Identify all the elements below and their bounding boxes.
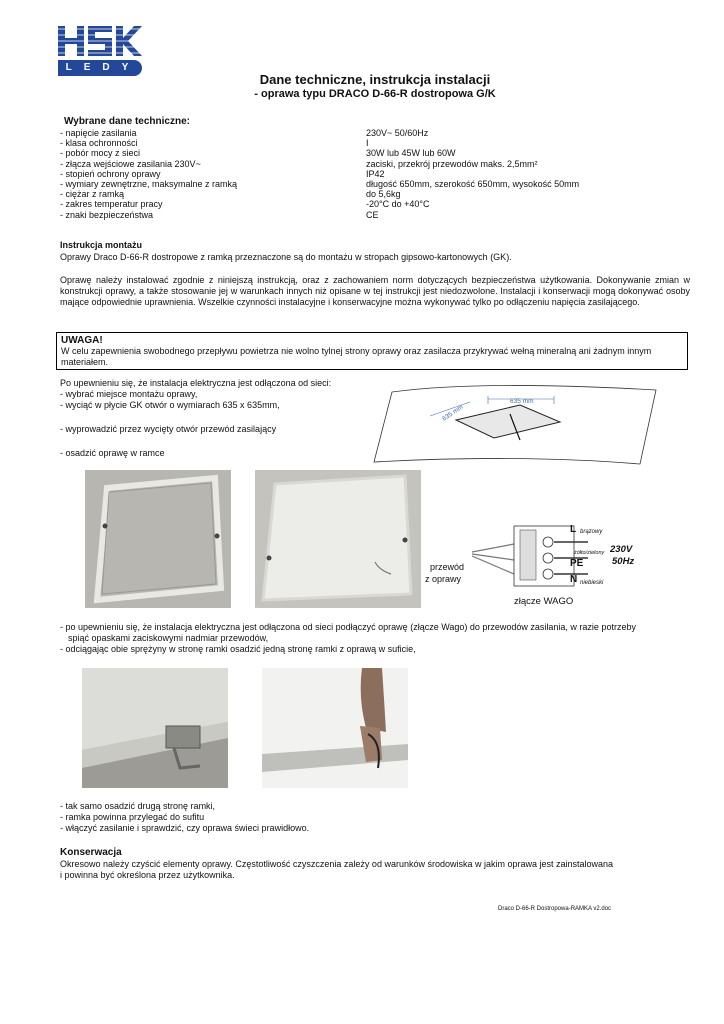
warning-heading: UWAGA! xyxy=(61,335,103,346)
maintenance-heading: Konserwacja xyxy=(60,847,122,858)
spec-row xyxy=(60,179,660,189)
footer-filename: Draco D-66-R Dostropowa-RAMKA v2.doc xyxy=(498,906,612,912)
spec-label: - stopień ochrony oprawy xyxy=(60,168,161,179)
spec-label: - klasa ochronności xyxy=(60,138,138,149)
voltage-label: 230V xyxy=(610,544,633,555)
step-item: - włączyć zasilanie i sprawdzić, czy oprawa świeci prawidłowo. xyxy=(60,823,310,833)
spec-value: do 5,6kg xyxy=(366,189,401,200)
step-item: - tak samo osadzić drugą stronę ramki, xyxy=(60,801,216,811)
wiring-diagram xyxy=(422,520,652,615)
spec-value: 230V~ 50/60Hz xyxy=(366,128,429,138)
spec-row xyxy=(60,210,660,220)
wire-l-color: brązowy xyxy=(580,529,603,535)
spec-value: IP42 xyxy=(366,168,385,179)
photo-spring-clip xyxy=(82,668,228,788)
cutout-opening xyxy=(456,405,560,438)
install-steps-2 xyxy=(60,622,700,655)
spec-row xyxy=(60,128,660,138)
install-steps-1 xyxy=(60,378,370,459)
spec-label: - wymiary zewnętrzne, maksymalne z ramką xyxy=(60,178,238,189)
spec-row xyxy=(60,148,660,158)
ceiling-cutout-diagram xyxy=(370,378,666,468)
spec-value: CE xyxy=(366,209,379,220)
maintenance-text xyxy=(60,859,700,881)
document-title: Dane techniczne, instrukcja instalacji xyxy=(259,72,491,87)
montaz-heading: Instrukcja montażu xyxy=(60,240,143,250)
dimension-label-top: 635 mm xyxy=(510,398,534,405)
spec-label: - zakres temperatur pracy xyxy=(60,199,163,210)
connector-label: złącze WAGO xyxy=(514,596,574,607)
warning-text: W celu zapewnienia swobodnego przepływu powietrza nie wolno tylnej strony oprawy oraz zasilacza przykrywać wełną mineralną ani żadnym innym materiałem. xyxy=(61,346,652,367)
install-steps-3 xyxy=(60,801,460,834)
wire-pe-label: PE xyxy=(570,558,584,569)
spec-row xyxy=(60,189,660,199)
spec-row xyxy=(60,159,660,169)
spec-value: długość 650mm, szerokość 650mm, wysokość 50mm xyxy=(366,178,580,189)
spec-label: - złącza wejściowe zasilania 230V~ xyxy=(60,158,201,169)
cable-label-1: przewód xyxy=(430,562,465,572)
wire-n-color: niebieski xyxy=(580,580,604,586)
montaz-paragraph-2: Oprawę należy instalować zgodnie z niniejszą instrukcją, oraz z zachowaniem norm dotyczących bezpieczeństwa użytkowania. Dokonywanie zmian w konstrukcji oprawy, a także stosowanie jej w warunkach innych niż opisane w tej instrukcji jest niedozwolone. Instalacji i konserwacji mogą dokonywać osoby mające odpowiednie uprawnienia. Wszelkie czynności instalacyjne i konserwacyjne można wykonywać tylko po odłączeniu napięcia zasilającego. xyxy=(60,275,690,307)
spec-value: -20°C do +40°C xyxy=(366,199,430,210)
step-item: - wybrać miejsce montażu oprawy, xyxy=(60,389,198,399)
maintenance-line: i powinna być określona przez użytkownika. xyxy=(60,870,235,880)
step-item: - odciągając obie sprężyny w stronę ramki osadzić jedną stronę ramki z oprawą w suficie, xyxy=(60,644,416,654)
wire-n-label: N xyxy=(570,574,578,585)
wire-l-label: L xyxy=(570,524,577,535)
photo-hand-installing xyxy=(262,668,408,788)
steps-intro: Po upewnieniu się, że instalacja elektryczna jest odłączona od sieci: xyxy=(60,378,332,388)
spec-row xyxy=(60,199,660,209)
spec-label: - znaki bezpieczeństwa xyxy=(60,209,154,220)
warning-box xyxy=(56,332,688,370)
step-item: - po upewnieniu się, że instalacja elektryczna jest odłączona od sieci podłączyć oprawę (złącze Wago) do przewodów zasilania, w razie potrzeby xyxy=(60,622,636,632)
photo-luminaire-in-frame xyxy=(255,470,421,608)
maintenance-line: Okresowo należy czyścić elementy oprawy. Częstotliwość czyszczenia zależy od warunków środowiska w jakim oprawa jest zainstalowana xyxy=(60,859,614,869)
step-item: - ramka powinna przylegać do sufitu xyxy=(60,812,205,822)
spec-label: - ciężar z ramką xyxy=(60,189,125,200)
step-item-continued: spiąć opaskami zaciskowymi nadmiar przewodów, xyxy=(68,633,269,643)
logo-subtitle: LEDY xyxy=(58,60,142,76)
montaz-paragraph-1: Oprawy Draco D-66-R dostropowe z ramką przeznaczone są do montażu w stropach gipsowo-kartonowych (GK). xyxy=(60,252,512,262)
spec-value: I xyxy=(366,138,369,149)
specs-heading: Wybrane dane techniczne: xyxy=(64,116,190,127)
step-item: - wyciąć w płycie GK otwór o wymiarach 635 x 635mm, xyxy=(60,400,280,410)
specs-table xyxy=(60,128,660,220)
step-item: - osadzić oprawę w ramce xyxy=(60,448,165,458)
spec-row xyxy=(60,138,660,148)
dimension-label-side: 635 mm xyxy=(441,403,465,423)
spec-value: zaciski, przekrój przewodów maks. 2,5mm² xyxy=(366,158,538,169)
spec-label: - pobór mocy z sieci xyxy=(60,148,141,159)
photo-frame-empty xyxy=(85,470,231,608)
logo-letters-graphic xyxy=(58,26,142,56)
frequency-label: 50Hz xyxy=(612,556,635,567)
document-subtitle: - oprawa typu DRACO D-66-R dostropowa G/K xyxy=(254,88,496,100)
step-item: - wyprowadzić przez wycięty otwór przewód zasilający xyxy=(60,424,277,434)
spec-row xyxy=(60,169,660,179)
spec-value: 30W lub 45W lub 60W xyxy=(366,148,456,159)
wire-pe-color: żółto/zielony xyxy=(574,550,605,556)
cable-label-2: z oprawy xyxy=(425,574,462,584)
spec-label: - napięcie zasilania xyxy=(60,128,137,138)
